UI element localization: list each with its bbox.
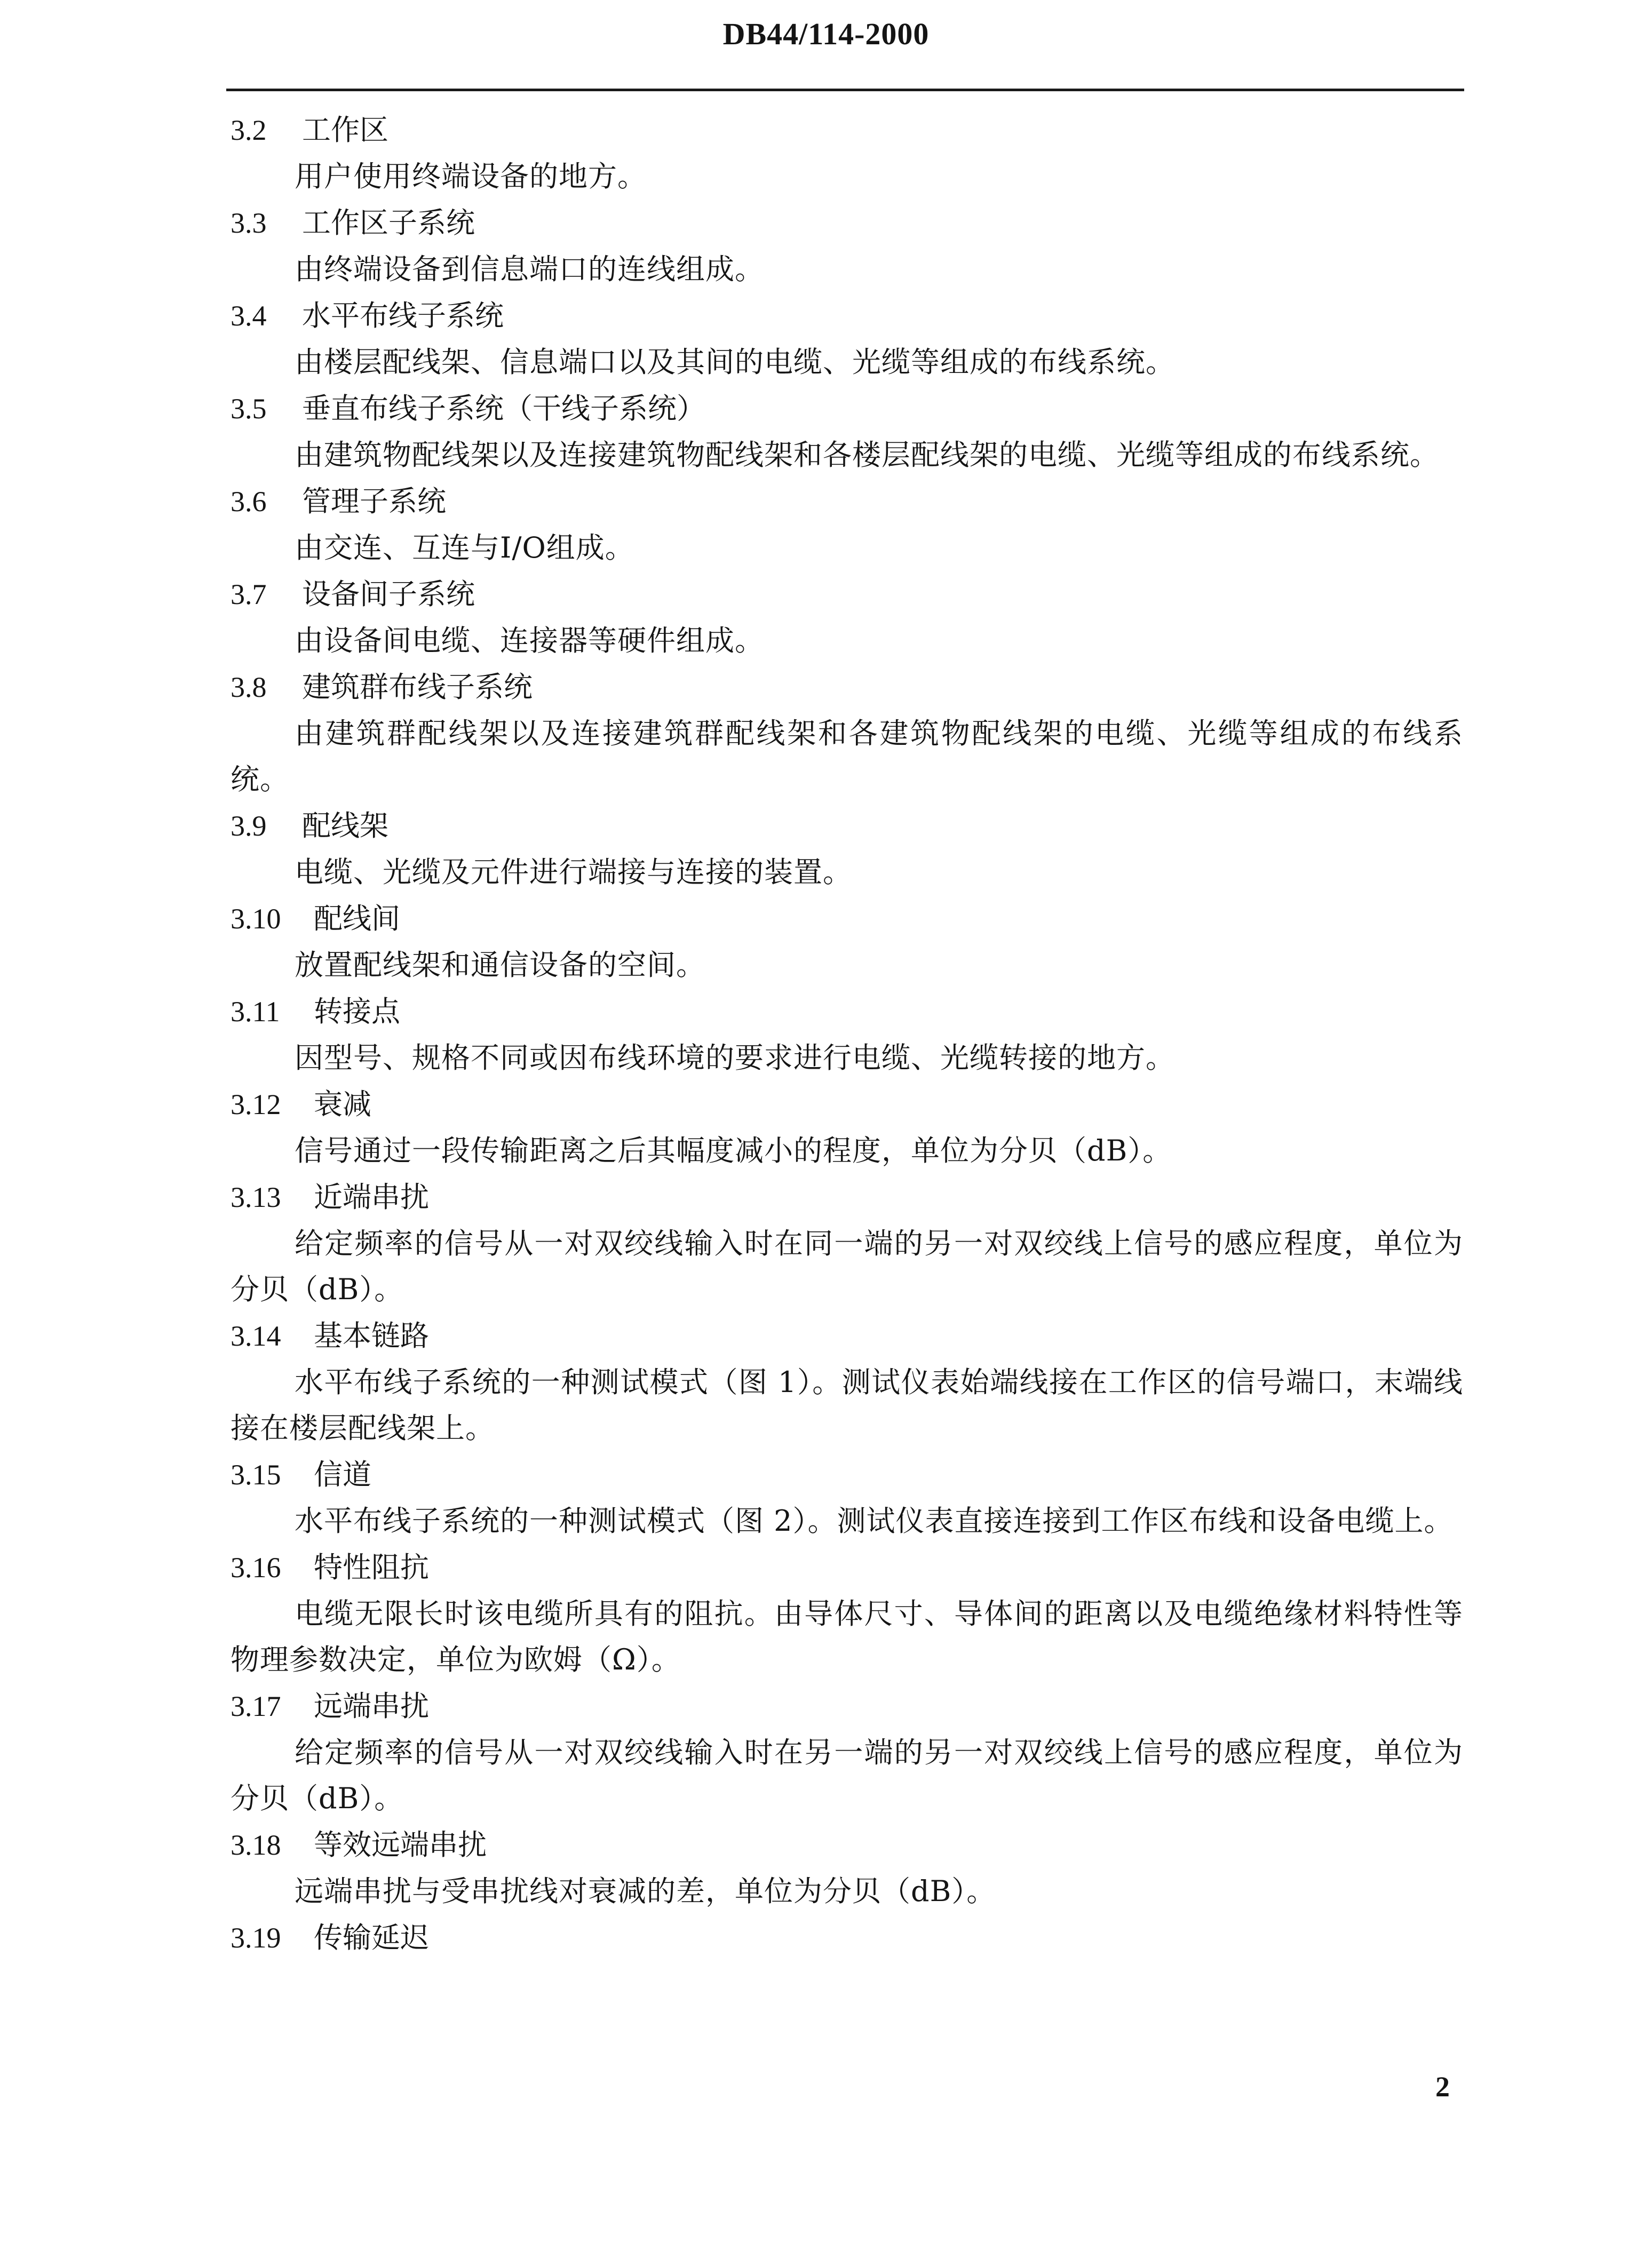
term-entry xyxy=(231,200,1463,292)
term-heading xyxy=(231,1544,1463,1591)
term-entry xyxy=(231,571,1463,664)
term-name: 衰减 xyxy=(314,1087,371,1121)
term-number: 3.6 xyxy=(231,486,267,518)
term-name: 特性阻抗 xyxy=(314,1551,429,1584)
term-number: 3.3 xyxy=(231,207,267,239)
term-definition: 水平布线子系统的一种测试模式（图 1）。测试仪表始端线接在工作区的信号端口，末端线接在楼层配线架上。 xyxy=(231,1365,1463,1445)
header-divider-line xyxy=(226,89,1464,91)
term-number: 3.18 xyxy=(231,1829,281,1861)
term-number: 3.19 xyxy=(231,1922,281,1954)
term-entry xyxy=(231,802,1463,895)
term-heading xyxy=(231,385,1463,432)
term-heading xyxy=(231,200,1463,247)
term-definition: 信号通过一段传输距离之后其幅度减小的程度，单位为分贝（dB）。 xyxy=(295,1134,1172,1167)
term-entry xyxy=(231,895,1463,988)
term-name: 转接点 xyxy=(314,995,400,1028)
term-definition: 由楼层配线架、信息端口以及其间的电缆、光缆等组成的布线系统。 xyxy=(295,345,1175,379)
term-entry xyxy=(231,1081,1463,1174)
term-heading xyxy=(231,988,1463,1035)
term-definition: 电缆、光缆及元件进行端接与连接的装置。 xyxy=(295,855,852,889)
term-entry xyxy=(231,1822,1463,1914)
term-number: 3.2 xyxy=(231,114,267,146)
term-number: 3.17 xyxy=(231,1690,281,1722)
term-entry xyxy=(231,1174,1463,1313)
term-entry xyxy=(231,292,1463,385)
term-name: 管理子系统 xyxy=(302,484,446,518)
term-heading xyxy=(231,1081,1463,1128)
term-name: 基本链路 xyxy=(314,1319,429,1353)
term-entry xyxy=(231,107,1463,200)
term-entry xyxy=(231,988,1463,1081)
terms-definitions-section xyxy=(231,107,1463,1961)
term-name: 设备间子系统 xyxy=(302,577,475,611)
term-name: 建筑群布线子系统 xyxy=(302,670,533,704)
term-number: 3.8 xyxy=(231,671,267,703)
term-number: 3.12 xyxy=(231,1088,281,1120)
term-heading xyxy=(231,895,1463,942)
term-entry xyxy=(231,1313,1463,1451)
term-entry xyxy=(231,1451,1463,1544)
term-definition: 由建筑群配线架以及连接建筑群配线架和各建筑物配线架的电缆、光缆等组成的布线系统。 xyxy=(231,717,1463,796)
term-name: 等效远端串扰 xyxy=(314,1828,487,1862)
term-name: 工作区子系统 xyxy=(302,206,475,240)
term-heading xyxy=(231,292,1463,339)
term-entry xyxy=(231,1544,1463,1683)
term-name: 配线架 xyxy=(302,809,388,842)
term-number: 3.7 xyxy=(231,578,267,610)
term-number: 3.4 xyxy=(231,300,267,332)
term-heading xyxy=(231,571,1463,618)
term-heading xyxy=(231,802,1463,849)
term-heading xyxy=(231,1914,1463,1961)
term-heading xyxy=(231,1451,1463,1498)
term-name: 近端串扰 xyxy=(314,1180,429,1214)
term-entry xyxy=(231,1914,1463,1961)
term-name: 信道 xyxy=(314,1458,371,1491)
term-heading xyxy=(231,1822,1463,1869)
term-name: 水平布线子系统 xyxy=(302,299,504,332)
term-definition: 因型号、规格不同或因布线环境的要求进行电缆、光缆转接的地方。 xyxy=(295,1041,1175,1075)
page-number: 2 xyxy=(1435,2071,1450,2103)
term-name: 配线间 xyxy=(314,902,400,935)
term-definition: 给定频率的信号从一对双绞线输入时在另一端的另一对双绞线上信号的感应程度，单位为分贝（dB）。 xyxy=(231,1736,1463,1815)
term-number: 3.11 xyxy=(231,996,280,1028)
term-definition: 水平布线子系统的一种测试模式（图 2）。测试仪表直接连接到工作区布线和设备电缆上。 xyxy=(295,1504,1454,1538)
term-entry xyxy=(231,1683,1463,1822)
term-number: 3.10 xyxy=(231,903,281,935)
term-heading xyxy=(231,1683,1463,1730)
term-definition: 给定频率的信号从一对双绞线输入时在同一端的另一对双绞线上信号的感应程度，单位为分贝（dB）。 xyxy=(231,1227,1463,1306)
term-number: 3.5 xyxy=(231,393,267,425)
term-number: 3.9 xyxy=(231,810,267,842)
term-name: 传输延迟 xyxy=(314,1921,429,1954)
term-definition: 由建筑物配线架以及连接建筑物配线架和各楼层配线架的电缆、光缆等组成的布线系统。 xyxy=(295,438,1439,472)
term-heading xyxy=(231,107,1463,154)
term-definition: 由设备间电缆、连接器等硬件组成。 xyxy=(295,624,764,657)
term-heading xyxy=(231,478,1463,525)
term-number: 3.13 xyxy=(231,1181,281,1213)
term-number: 3.16 xyxy=(231,1552,281,1584)
term-name: 垂直布线子系统（干线子系统） xyxy=(302,392,705,425)
term-entry xyxy=(231,664,1463,802)
term-heading xyxy=(231,1313,1463,1359)
term-definition: 放置配线架和通信设备的空间。 xyxy=(295,948,705,982)
term-heading xyxy=(231,664,1463,711)
term-definition: 由交连、互连与I/O组成。 xyxy=(295,531,634,564)
term-number: 3.14 xyxy=(231,1320,281,1352)
term-heading xyxy=(231,1174,1463,1221)
document-header-code: DB44/114-2000 xyxy=(722,17,930,51)
term-entry xyxy=(231,385,1463,478)
term-name: 远端串扰 xyxy=(314,1689,429,1723)
term-entry xyxy=(231,478,1463,571)
term-name: 工作区 xyxy=(302,113,388,147)
term-number: 3.15 xyxy=(231,1459,281,1491)
term-definition: 电缆无限长时该电缆所具有的阻抗。由导体尺寸、导体间的距离以及电缆绝缘材料特性等物理参数决定，单位为欧姆（Ω）。 xyxy=(231,1597,1463,1676)
term-definition: 远端串扰与受串扰线对衰减的差，单位为分贝（dB）。 xyxy=(295,1874,996,1908)
term-definition: 用户使用终端设备的地方。 xyxy=(295,160,647,193)
term-definition: 由终端设备到信息端口的连线组成。 xyxy=(295,252,764,286)
